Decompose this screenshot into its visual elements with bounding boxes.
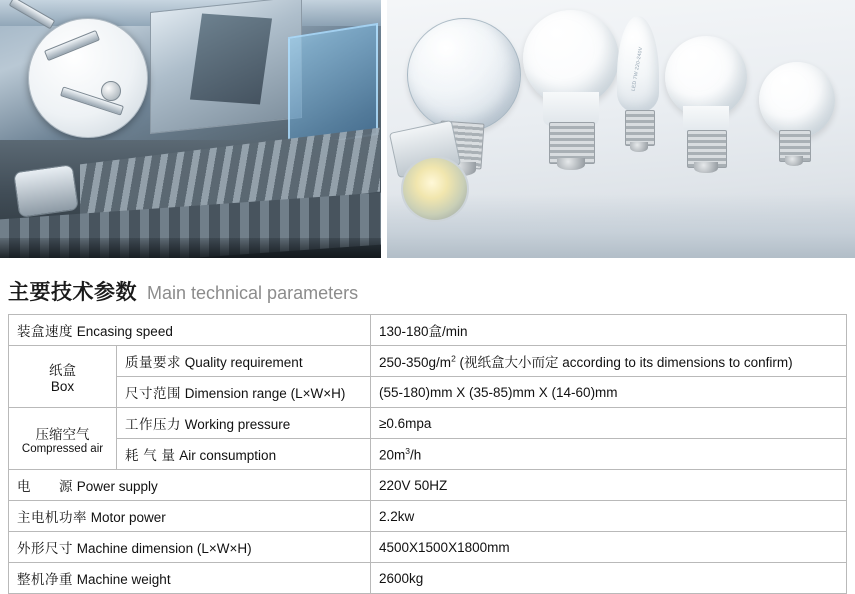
row-value-working-pressure: ≥0.6mpa xyxy=(371,408,847,439)
label-en: Machine weight xyxy=(76,572,171,587)
row-label-machine-dimension xyxy=(9,532,371,563)
candle-bulb-tip xyxy=(630,142,648,152)
group-label-cn: 压缩空气 xyxy=(35,426,90,442)
label-en: Dimension range (L×W×H) xyxy=(184,386,346,401)
machine-head xyxy=(190,14,272,105)
machine-photo xyxy=(0,0,381,258)
label-cn: 主电机功率 xyxy=(17,510,87,525)
value-prefix: 250-350g/m xyxy=(379,355,452,370)
value-suffix: (视纸盒大小而定 according to its dimensions to confirm) xyxy=(455,355,793,370)
table-row xyxy=(9,532,847,563)
label-cn: 耗 气 量 xyxy=(125,448,176,463)
section-heading-cn: 主要技术参数 xyxy=(8,281,137,304)
section-heading-en: Main technical parameters xyxy=(147,283,359,303)
label-en: Motor power xyxy=(90,510,166,525)
white-bulb-tip xyxy=(557,158,585,170)
group-label-en: Compressed air xyxy=(21,442,104,455)
label-en: Machine dimension (L×W×H) xyxy=(76,541,252,556)
row-label-dimension-range xyxy=(117,377,371,408)
white-bulb-neck xyxy=(543,92,599,126)
label-en: Air consumption xyxy=(179,448,277,463)
row-value-dimension-range: (55-180)mm X (35-85)mm X (14-60)mm xyxy=(371,377,847,408)
bulb-print-label: LED 7W 220-240V xyxy=(630,46,645,92)
technical-parameters-table xyxy=(8,314,847,594)
row-label-motor-power xyxy=(9,501,371,532)
table-row xyxy=(9,315,847,346)
group-label-compressed-air xyxy=(9,408,117,470)
group-label-en: Box xyxy=(50,379,75,394)
label-en: Quality requirement xyxy=(184,355,303,370)
machine-disc-hub xyxy=(101,81,121,101)
table-row xyxy=(9,377,847,408)
candle-bulb-base xyxy=(625,110,655,146)
row-value-quality-requirement xyxy=(371,346,847,377)
value-superscript: 3 xyxy=(405,445,410,456)
value-suffix: /h xyxy=(410,447,422,463)
label-en: Working pressure xyxy=(184,417,291,432)
row-label-encasing-speed xyxy=(9,315,371,346)
row-value-machine-dimension: 4500X1500X1800mm xyxy=(371,532,847,563)
row-label-quality-requirement xyxy=(117,346,371,377)
small-bulb-tip xyxy=(785,156,803,166)
row-label-power-supply xyxy=(9,470,371,501)
medium-bulb-tip xyxy=(694,162,718,173)
label-cn: 工作压力 xyxy=(125,417,181,432)
label-cn: 装盒速度 xyxy=(17,324,73,339)
table-row xyxy=(9,346,847,377)
row-value-motor-power: 2.2kw xyxy=(371,501,847,532)
bulbs-photo xyxy=(387,0,855,258)
row-value-power-supply: 220V 50HZ xyxy=(371,470,847,501)
table-row xyxy=(9,408,847,439)
machine-shadow xyxy=(0,238,381,258)
value-prefix: 20m xyxy=(379,447,406,463)
row-value-air-consumption xyxy=(371,439,847,470)
machine-cylinder xyxy=(13,164,79,218)
small-bulb-globe xyxy=(759,62,835,138)
row-label-air-consumption xyxy=(117,439,371,470)
gu10-lamp-face xyxy=(401,156,469,222)
section-heading xyxy=(0,258,855,314)
table-row xyxy=(9,563,847,594)
table-row xyxy=(9,470,847,501)
label-en: Power supply xyxy=(76,479,158,494)
group-label-box xyxy=(9,346,117,408)
label-cn: 尺寸范围 xyxy=(125,386,181,401)
row-label-working-pressure xyxy=(117,408,371,439)
label-cn: 电 源 xyxy=(17,479,73,494)
label-cn: 整机净重 xyxy=(17,572,73,587)
table-row xyxy=(9,501,847,532)
row-value-encasing-speed: 130-180盒/min xyxy=(371,315,847,346)
row-label-machine-weight xyxy=(9,563,371,594)
table-row xyxy=(9,439,847,470)
value-superscript: 2 xyxy=(451,353,456,364)
clear-bulb-globe xyxy=(407,18,521,132)
image-band xyxy=(0,0,855,258)
label-cn: 质量要求 xyxy=(125,355,181,370)
label-en: Encasing speed xyxy=(76,324,173,339)
row-value-machine-weight: 2600kg xyxy=(371,563,847,594)
label-cn: 外形尺寸 xyxy=(17,541,73,556)
group-label-cn: 纸盒 xyxy=(49,363,76,378)
